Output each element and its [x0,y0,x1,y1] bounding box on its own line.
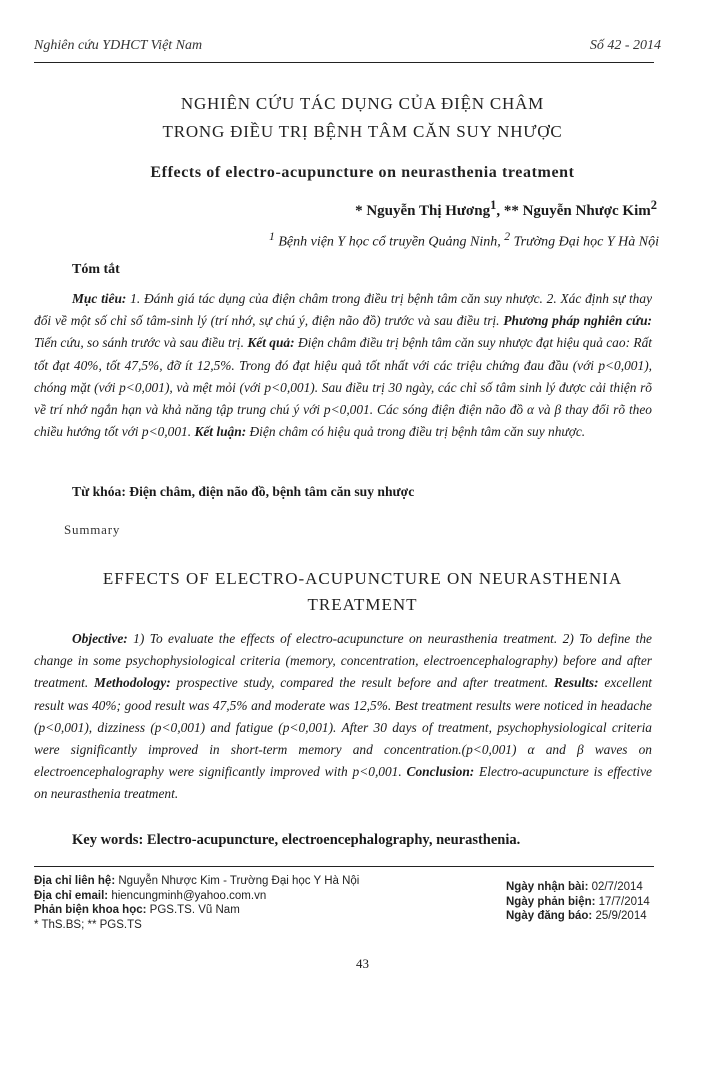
affil-2: Trường Đại học Y Hà Nội [510,234,659,250]
author-separator: , [496,203,504,219]
method-label-vi: Phương pháp nghiên cứu: [503,313,652,329]
email-line [34,889,359,904]
received-line [506,880,650,895]
reviewer-label: Phản biện khoa học: [34,904,147,916]
affil-1: Bệnh viện Y học cổ truyền Quảng Ninh, [274,234,505,250]
contact-line [34,874,359,889]
authors [355,198,657,220]
title-english-caps [0,566,725,618]
objective-text-en: 1) To evaluate the effects of electro-acupuncture on neurasthenia treatment. 2) To define the change in some psychophysiological criteria (memory, concentration, electroencephalography) before and after treatment. [34,631,652,691]
published-value: 25/9/2014 [592,910,647,922]
reviewed-label: Ngày phản biện: [506,895,596,908]
title-vietnamese [0,90,725,146]
email-value[interactable]: hiencungminh@yahoo.com.vn [108,889,267,902]
issue-number: Số 42 - 2014 [589,38,661,53]
author-2: ** Nguyễn Nhược Kim [503,203,651,219]
keywords-label-en: Key words: [72,832,144,848]
abstract-heading: Tóm tắt [72,262,120,277]
keywords-label-vi: Từ khóa: [72,484,126,499]
conclusion-text-vi: Điện châm có hiệu quả trong điều trị bệnh tâm căn suy nhược. [246,424,586,440]
affiliations [269,230,659,251]
footer-rule [34,866,654,867]
affil-1-mark: 1 [269,230,275,243]
results-text-en: excellent result was 40%; good result was 47,5% and moderate was 12,5%. Best treatment results were noticed in headache (p<0,001), dizziness (p<0,001) and fatigue (p<0,001). After 30 days of treatment, psychophysiological criteria were significantly improved in short-term memory and concentration.(p<0,001) α and β waves on electroencephalography were significantly improved with p<0,001. [34,675,653,780]
email-label: Địa chỉ email: [34,889,109,902]
objective-label-en: Objective: [72,631,128,646]
degrees-line: * ThS.BS; ** PGS.TS [34,918,142,931]
conclusion-label-vi: Kết luận: [194,424,247,440]
title-english: Effects of electro-acupuncture on neurasthenia treatment [150,164,575,181]
reviewer-line [34,903,359,918]
header-rule [34,62,654,63]
reviewer-value: PGS.TS. Vũ Nam [146,904,240,916]
results-label-vi: Kết quả: [247,335,295,351]
keywords-value-en: Electro-acupuncture, electroencephalography, neurasthenia. [143,832,521,848]
published-label: Ngày đăng báo: [506,910,593,922]
abstract-english [34,628,652,806]
method-text-vi: Tiến cứu, so sánh trước và sau điều trị. [34,335,248,351]
keywords-vietnamese [72,484,414,500]
contact-value: Nguyễn Nhược Kim - Trường Đại học Y Hà Nội [115,875,360,887]
keywords-value-vi: Điện châm, điện não đồ, bệnh tâm căn suy nhược [125,484,415,499]
conclusion-label-en: Conclusion: [406,764,475,780]
author-1: * Nguyễn Thị Hương [355,203,491,219]
keywords-english [72,832,520,849]
method-label-en: Methodology: [94,675,171,691]
title-vi-line-2: TRONG ĐIỀU TRỊ BỆNH TÂM CĂN SUY NHƯỢC [162,122,563,141]
method-text-en: prospective study, compared the result before and after treatment. [170,675,554,691]
reviewed-line [506,895,650,910]
title-en-line-1: EFFECTS OF ELECTRO-ACUPUNCTURE ON NEURASTHENIA [102,569,623,588]
author-1-affil: 1 [490,198,497,212]
received-value: 02/7/2014 [588,881,643,893]
reviewed-value: 17/7/2014 [595,895,650,908]
page-number: 43 [356,956,369,971]
footer-contact [34,874,359,932]
objective-text-vi: 1. Đánh giá tác dụng của điện châm trong điều trị bệnh tâm căn suy nhược. 2. Xác định sự thay đổi về một số chỉ số tâm-sinh lý (trí nhớ, sự chú ý, điện não đồ) trước và sau điều trị. [34,291,653,329]
footer-dates [506,880,650,924]
title-vi-line-1: NGHIÊN CỨU TÁC DỤNG CỦA ĐIỆN CHÂM [180,94,545,113]
objective-label-vi: Mục tiêu: [72,291,127,306]
affil-2-mark: 2 [504,230,511,243]
contact-label: Địa chỉ liên hệ: [34,875,116,887]
conclusion-text-en: Electro-acupuncture is effective on neurasthenia treatment. [34,764,652,802]
published-line [506,909,650,924]
results-text-vi: Điện châm điều trị bệnh tâm căn suy nhược đạt hiệu quả cao: Rất tốt đạt 40%, tốt 47,5%, đỡ ít 12,5%. Trong đó đạt hiệu quả tốt nhất với các triệu chứng đau đầu (với p<0,001), chóng mặt (với p<0,001), và mệt mỏi (với p<0,001). Sau điều trị 30 ngày, các chỉ số tâm sinh lý được cải thiện rõ về trí nhớ ngắn hạn và khả năng tập trung chú ý với p<0,001. Các sóng điện điện não đồ α và β thay đổi rõ theo chiều hướng tốt với p<0,001. [34,335,652,440]
summary-label: Summary [64,522,121,537]
title-en-line-2: TREATMENT [307,595,418,614]
received-label: Ngày nhận bài: [506,881,589,893]
results-label-en: Results: [553,675,599,691]
abstract-vietnamese [34,288,652,443]
author-2-affil: 2 [650,198,657,212]
journal-name: Nghiên cứu YDHCT Việt Nam [34,38,203,53]
